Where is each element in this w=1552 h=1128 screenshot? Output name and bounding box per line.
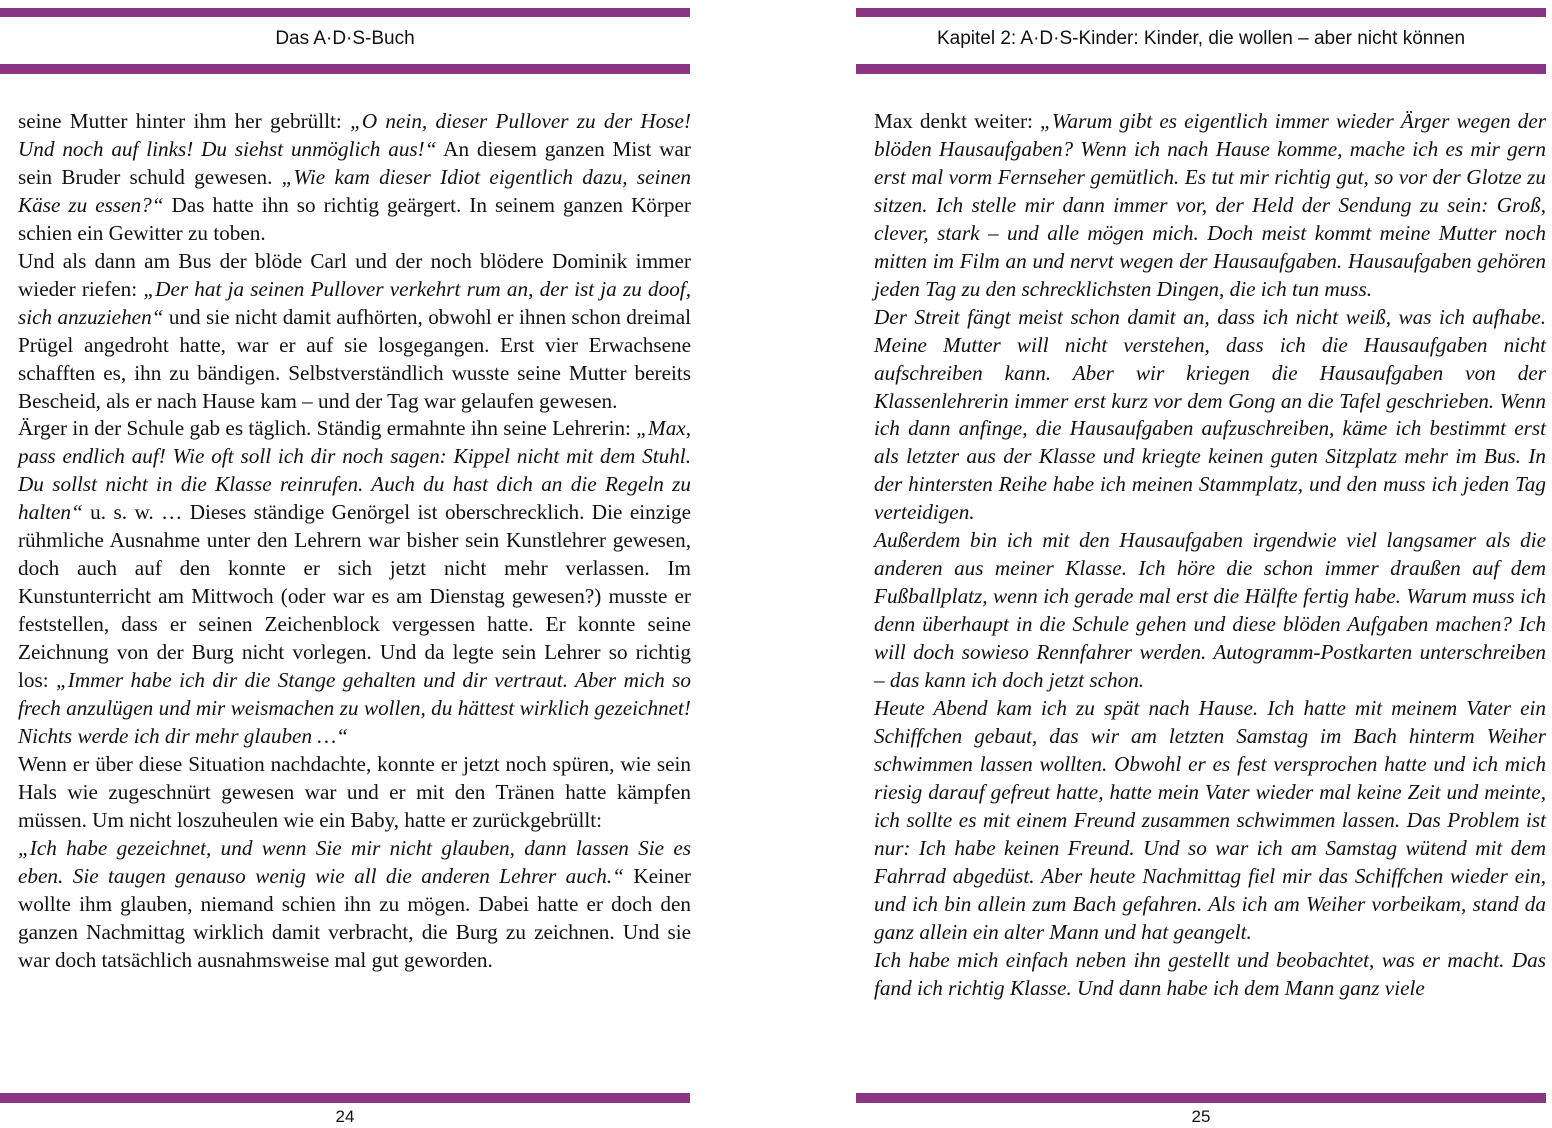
- header-rule-bottom: [0, 64, 690, 74]
- italic-run: „Ich habe gezeichnet, und wenn Sie mir nicht glauben, dann lassen Sie es eben. Sie taugen genauso wenig wie all die anderen Lehrer auch.“: [18, 835, 691, 888]
- footer-rule: [0, 1093, 690, 1103]
- header-rule-top: [0, 8, 690, 17]
- paragraph: [874, 947, 1546, 1003]
- paragraph: [874, 304, 1546, 528]
- text-run: Das hatte ihn so richtig geärgert. In seinem ganzen Körper schien ein Gewitter zu toben.: [18, 192, 691, 245]
- right-page: [856, 0, 1546, 1128]
- paragraph: [18, 835, 691, 975]
- paragraph: [874, 108, 1546, 304]
- running-head: Das A·D·S-Buch: [275, 28, 415, 49]
- italic-run: Heute Abend kam ich zu spät nach Hause. Ich hatte mit meinem Vater ein Schiffchen gebaut, das wir am letzten Samstag im Bach hinterm Weiher schwimmen lassen wollten. Obwohl er es fest versprochen hatte und ich mich riesig darauf gefreut hatte, hatte mein Vater wieder mal keine Zeit und meinte, ich sollte es mit einem Freund zusammen schwimmen lassen. Das Problem ist nur: Ich habe keinen Freund. Und so war ich am Samstag wütend mit dem Fahrrad abgedüst. Aber heute Nachmittag fiel mir das Schiffchen wieder ein, und ich bin allein zum Bach gefahren. Als ich am Weiher vorbeikam, stand da ganz allein ein alter Mann und hat geangelt.: [874, 696, 1546, 944]
- paragraph: [18, 415, 691, 750]
- paragraph: [18, 248, 691, 416]
- text-run: u. s. w. … Dieses ständige Genörgel ist oberschrecklich. Die einzige rühmliche Ausnahme unter den Lehrern war bisher sein Kunstlehrer gewesen, doch auch auf den konnte er sich jetzt nicht mehr verlassen. Im Kunstunterricht am Mittwoch (oder war es am Dienstag gewesen?) musste er feststellen, dass er seinen Zeichenblock vergessen hatte. Er konnte seine Zeichnung von der Burg nicht vorlegen. Und da legte sein Lehrer so richtig los:: [18, 500, 691, 693]
- footer-rule: [856, 1093, 1546, 1103]
- text-run: und sie nicht damit aufhörten, obwohl er ihnen schon dreimal Prügel angedroht hatte, war er auf sie losgegangen. Erst vier Erwachsene schafften es, ihn zu bändigen. Selbstverständlich wusste seine Mutter bereits Bescheid, als er nach Hause kam – und der Tag war gelaufen gewesen.: [18, 304, 691, 413]
- text-run: Keiner wollte ihm glauben, niemand schien ihn zu mögen. Dabei hatte er doch den ganzen Nachmittag wirklich damit verbracht, die Burg zu zeichnen. Und sie war doch tatsächlich ausnahmsweise mal gut geworden.: [18, 863, 691, 972]
- body-text: [874, 108, 1546, 1003]
- running-head: Kapitel 2: A·D·S-Kinder: Kinder, die wollen – aber nicht können: [936, 28, 1466, 49]
- italic-run: Der Streit fängt meist schon damit an, dass ich nicht weiß, was ich aufhabe. Meine Mutter will nicht verstehen, dass ich die Hausaufgaben nicht aufschreiben kann. Aber wir kriegen die Hausaufgaben von der Klassenlehrerin immer erst kurz vor dem Gong an die Tafel geschrieben. Wenn ich dann anfinge, die Hausaufgaben aufzuschreiben, käme ich bestimmt erst als letzter aus der Klasse und kriegte keinen guten Sitzplatz mehr im Bus. In der hintersten Reihe habe ich meinen Stammplatz, und den muss ich jeden Tag verteidigen.: [874, 304, 1546, 525]
- page-number: 24: [335, 1107, 355, 1126]
- paragraph: [18, 751, 691, 835]
- text-run: Und als dann am Bus der blöde Carl und der noch blödere Dominik immer wieder riefen:: [18, 248, 691, 301]
- paragraph: [18, 108, 691, 248]
- text-run: seine Mutter hinter ihm her gebrüllt:: [18, 109, 351, 133]
- italic-run: „O nein, dieser Pullover zu der Hose! Und noch auf links! Du siehst unmöglich aus!“: [18, 109, 692, 161]
- header-rule-bottom: [856, 64, 1546, 74]
- text-run: Ärger in der Schule gab es täglich. Ständig ermahnte ihn seine Lehrerin:: [18, 416, 637, 441]
- italic-run: „Immer habe ich dir die Stange gehalten und dir vertraut. Aber mich so frech anzulügen und mir weismachen zu wollen, du hättest wirklich gezeichnet! Nichts werde ich dir mehr glauben …“: [18, 668, 691, 748]
- body-text: [18, 108, 691, 975]
- italic-run: „Der hat ja seinen Pullover verkehrt rum an, der ist ja zu doof, sich anzuziehen“: [18, 276, 691, 329]
- italic-run: Außerdem bin ich mit den Hausaufgaben irgendwie viel langsamer als die anderen aus meiner Klasse. Ich höre die schon immer draußen auf dem Fußballplatz, wenn ich gerade mal erst die Hälfte fertig habe. Warum muss ich denn überhaupt in die Schule gehen und diese blöden Aufgaben machen? Ich will doch sowieso Rennfahrer werden. Autogramm-Postkarten unterschreiben – das kann ich doch jetzt schon.: [874, 528, 1546, 693]
- text-run: Wenn er über diese Situation nachdachte, konnte er jetzt noch spüren, wie sein Hals wie zugeschnürt gewesen war und er mit den Tränen hatte kämpfen müssen. Um nicht loszuheulen wie ein Baby, hatte er zurückgebrüllt:: [18, 751, 691, 832]
- italic-run: „Max, pass endlich auf! Wie oft soll ich dir noch sagen: Kippel nicht mit dem Stuhl. Du sollst nicht in die Klasse reinrufen. Auch du hast dich an die Regeln zu halten“: [18, 416, 691, 525]
- paragraph: [874, 695, 1546, 947]
- header-rule-top: [856, 8, 1546, 17]
- paragraph: [874, 527, 1546, 695]
- left-page: [0, 0, 690, 1128]
- italic-run: „Wie kam dieser Idiot eigentlich dazu, seinen Käse zu essen?“: [18, 164, 691, 217]
- text-run: Max denkt weiter:: [874, 109, 1041, 133]
- page-number: 25: [1191, 1107, 1211, 1126]
- italic-run: „Warum gibt es eigentlich immer wieder Ärger wegen der blöden Hausaufgaben? Wenn ich nach Hause komme, mache ich es mir gern erst mal vorm Fernseher gemütlich. Es tut mir richtig gut, so vor der Glotze zu sitzen. Ich stelle mir dann immer vor, der Held der Sendung zu sein: Groß, clever, stark – und alle mögen mich. Doch meist kommt meine Mutter noch mitten im Film an und nervt wegen der Hausaufgaben. Hausaufgaben gehören jeden Tag zu den schrecklichsten Dingen, die ich tun muss.: [874, 109, 1546, 301]
- italic-run: Ich habe mich einfach neben ihn gestellt und beobachtet, was er macht. Das fand ich richtig Klasse. Und dann habe ich dem Mann ganz viele: [874, 947, 1546, 1000]
- text-run: An diesem ganzen Mist war sein Bruder schuld gewesen.: [18, 136, 691, 189]
